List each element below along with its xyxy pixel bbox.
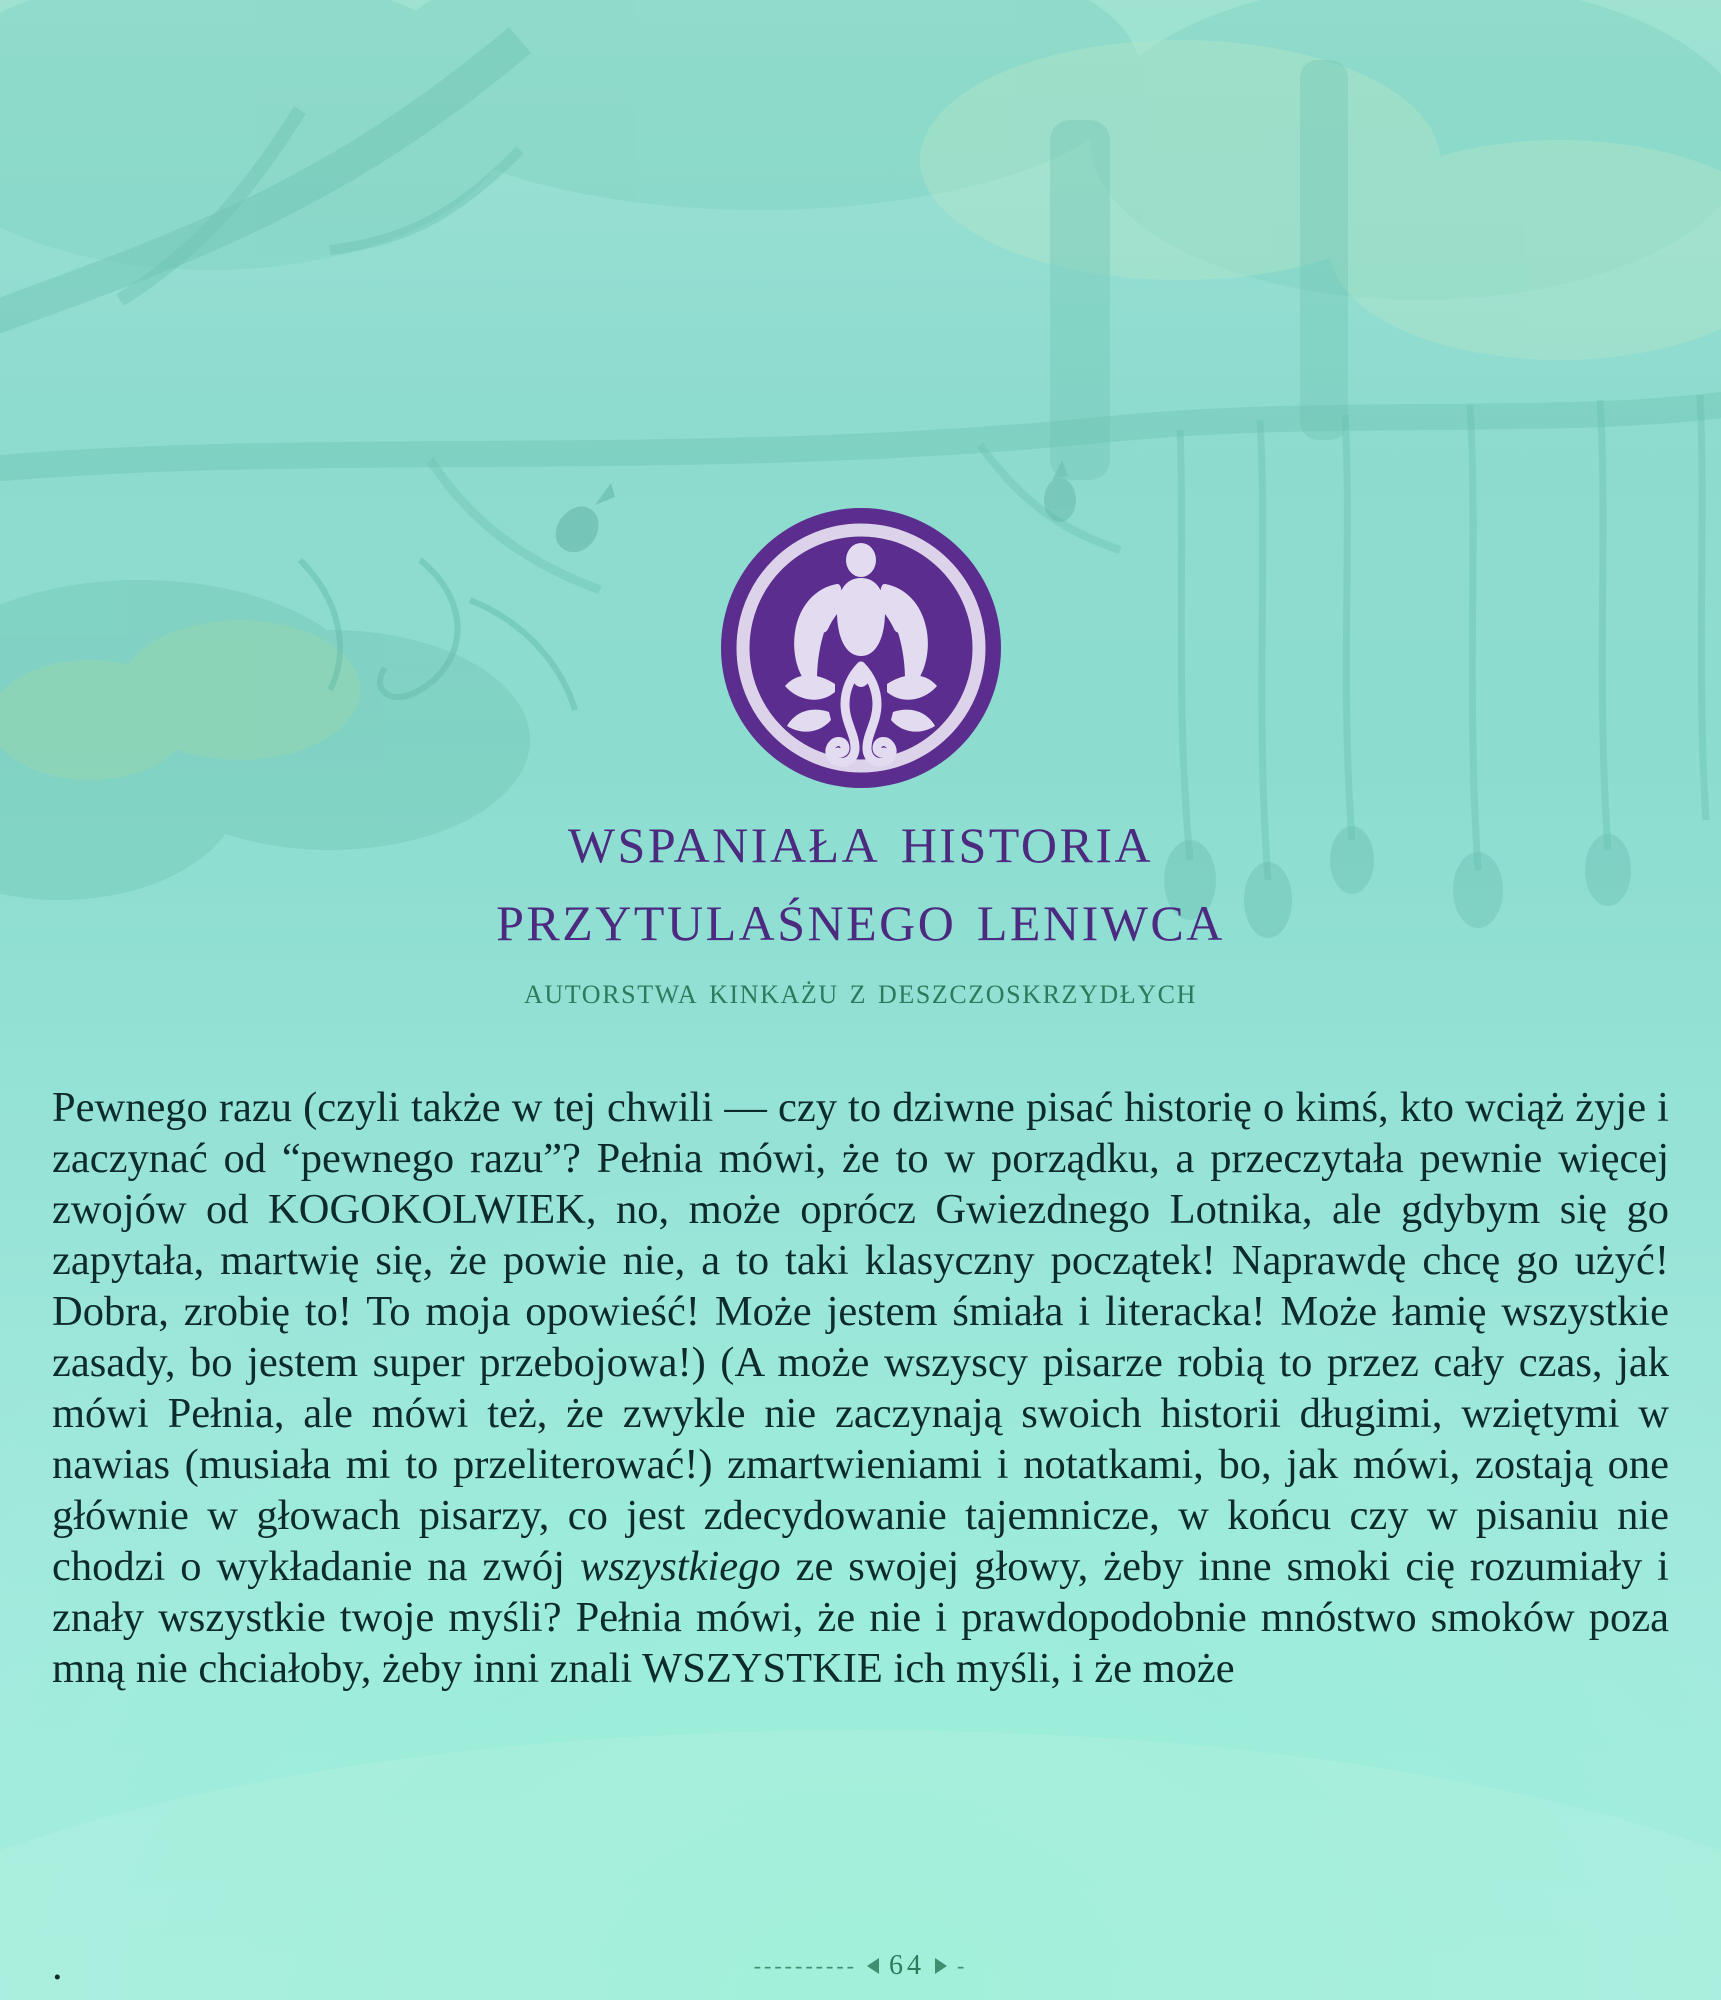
story-title-block bbox=[0, 800, 1721, 1013]
page-title bbox=[0, 800, 1721, 956]
title-line-2: przytulaśnego leniwca bbox=[496, 875, 1225, 956]
footer-rule-left: ---------- bbox=[753, 1953, 857, 1978]
author-byline: autorstwa kinkażu z deszczoskrzydłych bbox=[524, 970, 1197, 1012]
tribe-emblem bbox=[711, 498, 1011, 770]
arrow-left-icon bbox=[867, 1958, 879, 1974]
paragraph-part-1: Pewnego razu (czyli także w tej chwili — czy to dziwne pisać historię o kimś, kto wciąż żyje i zaczynać od “pewnego razu”? Pełnia mówi, że to w porządku, a przeczytała pewnie więcej zwojów od KOGOKOLWIEK, no, może oprócz Gwiezdnego Lotnika, ale gdybym się go zapytała, martwię się, że powie nie, a to taki klasyczny początek! Naprawdę chcę go użyć! Dobra, zrobię to! To moja opowieść! Może jestem śmiała i literacka! Może łamię wszystkie zasady, bo jestem super przebojowa!) (A może wszyscy pisarze robią to przez cały czas, jak mówi Pełnia, ale mówi też, że zwykle nie zaczynają swoich historii długimi, wziętymi w nawias (musiała mi to przeliterować!) zmartwieniami i notatkami, bo, jak mówi, zostają one głównie w głowach pisarzy, co jest zdecydowanie tajemnicze, w końcu czy w pisaniu nie chodzi o wykładanie na zwój bbox=[52, 1084, 1669, 1590]
orphan-punctuation: . bbox=[52, 1942, 63, 1989]
page-footer bbox=[0, 1950, 1721, 1982]
paragraph-part-2: ze swojej głowy, żeby inne smoki cię rozumiały i znały wszystkie twoje myśli? Pełnia mówi, że nie i prawdopodobnie mnóstwo smoków poza mną nie chciałoby, żeby inni znali WSZYSTKIE ich myśli, i że może bbox=[52, 1543, 1669, 1692]
page-number: 64 bbox=[888, 1950, 925, 1981]
title-line-1: wspaniała historia bbox=[567, 798, 1154, 878]
emphasized-word: wszystkiego bbox=[579, 1543, 781, 1590]
story-body bbox=[52, 1082, 1669, 1694]
story-paragraph bbox=[52, 1082, 1669, 1694]
footer-rule-right: - bbox=[956, 1953, 968, 1978]
arrow-right-icon bbox=[935, 1958, 947, 1974]
